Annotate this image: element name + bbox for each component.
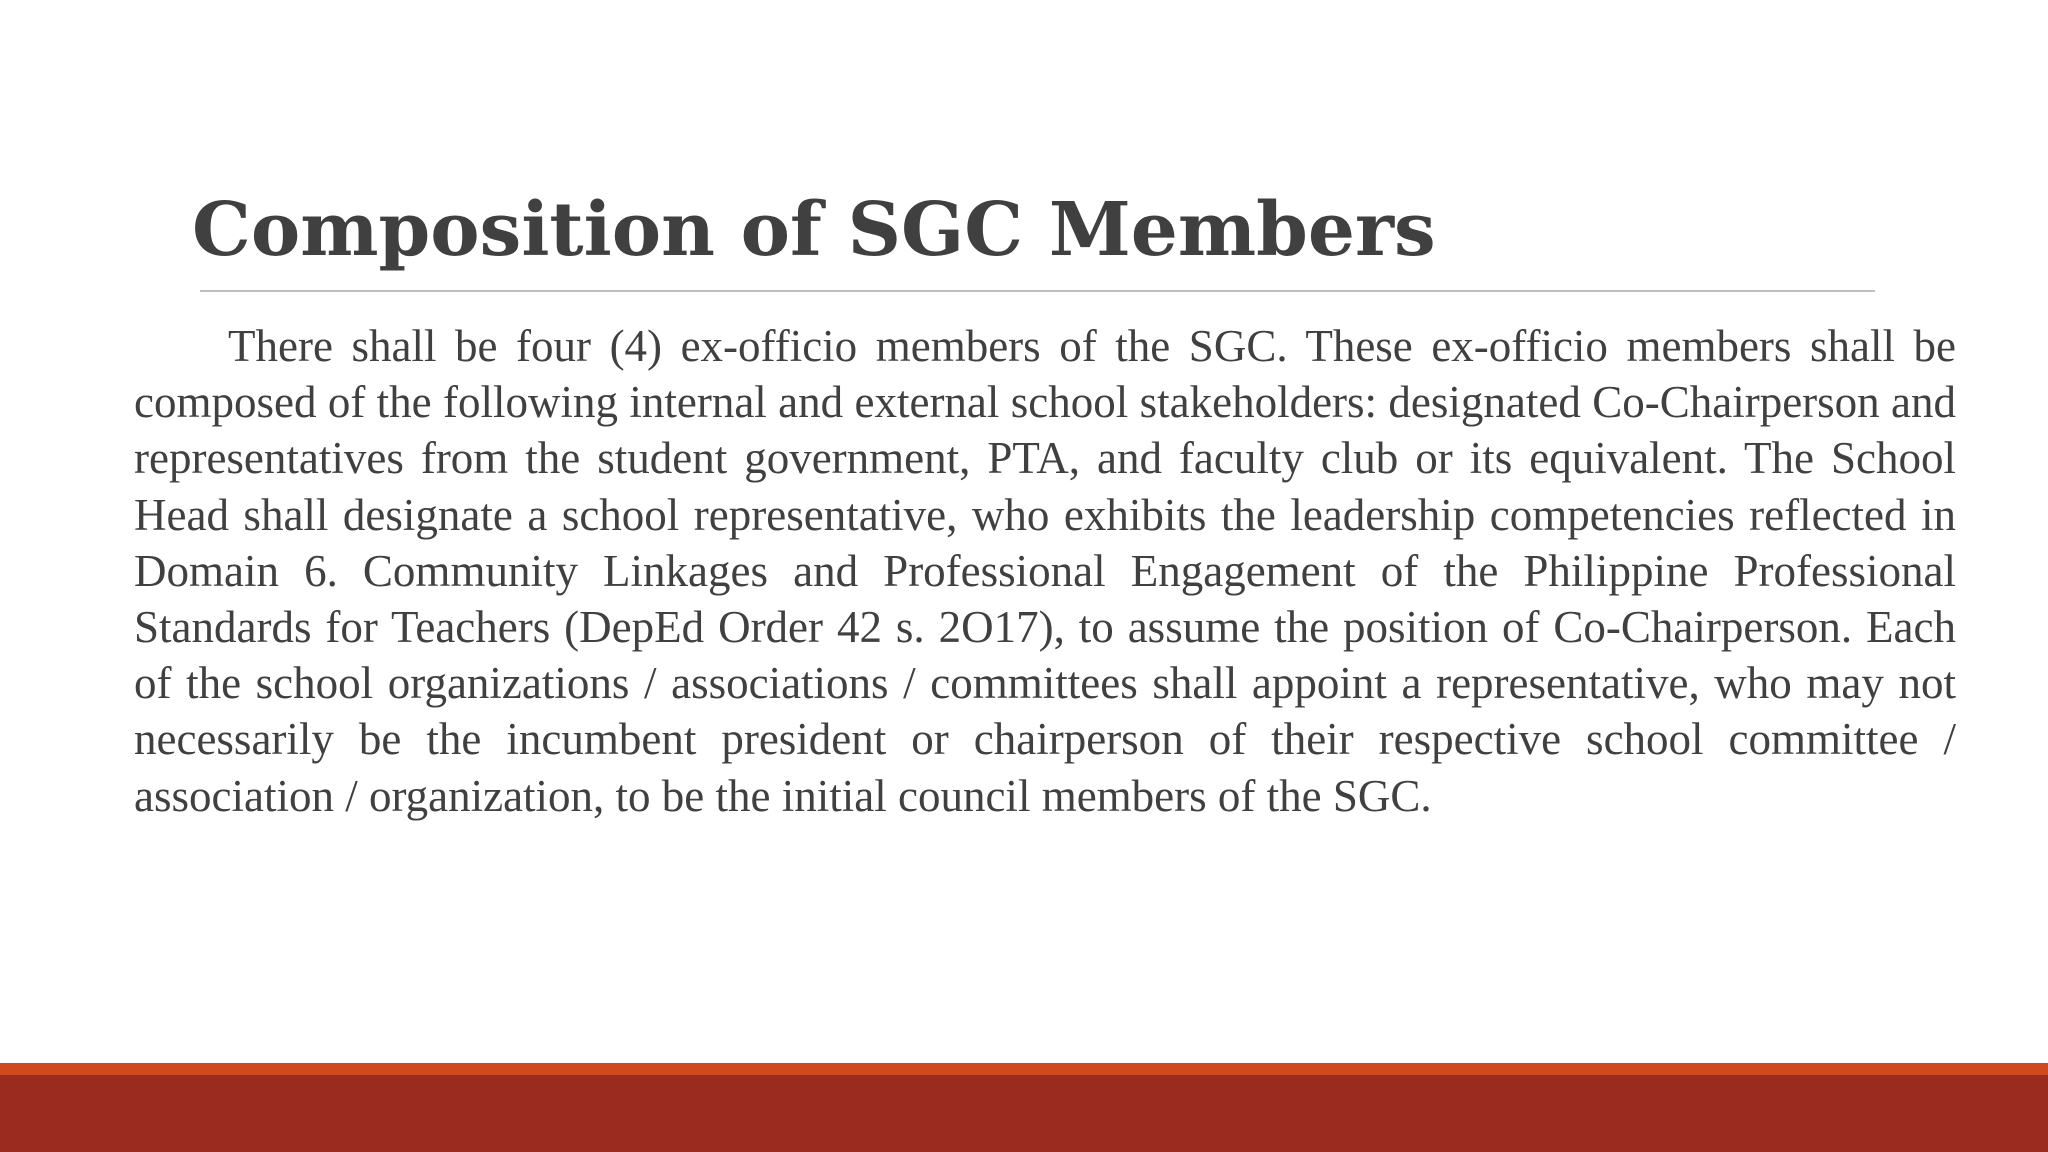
footer-accent-stripe [0, 1063, 2048, 1075]
slide-body-text: There shall be four (4) ex-officio members of the SGC. These ex-officio members shall be composed of the following internal and external school stakeholders: designated Co-Chairperson and representatives from the student government, PTA, and faculty club or its equivalent. The School Head shall designate a school representative, who exhibits the leadership competencies reflected in Domain 6. Community Linkages and Professional Engagement of the Philippine Professional Standards for Teachers (DepEd Order 42 s. 2O17), to assume the position of Co-Chairperson. Each of the school organizations / associations / committees shall appoint a representative, who may not necessarily be the incumbent president or chairperson of their respective school committee / association / organization, to be the initial council members of the SGC. [134, 321, 1956, 821]
title-divider [200, 290, 1875, 292]
slide-title: Composition of SGC Members [192, 187, 1436, 273]
footer-band [0, 1075, 2048, 1152]
